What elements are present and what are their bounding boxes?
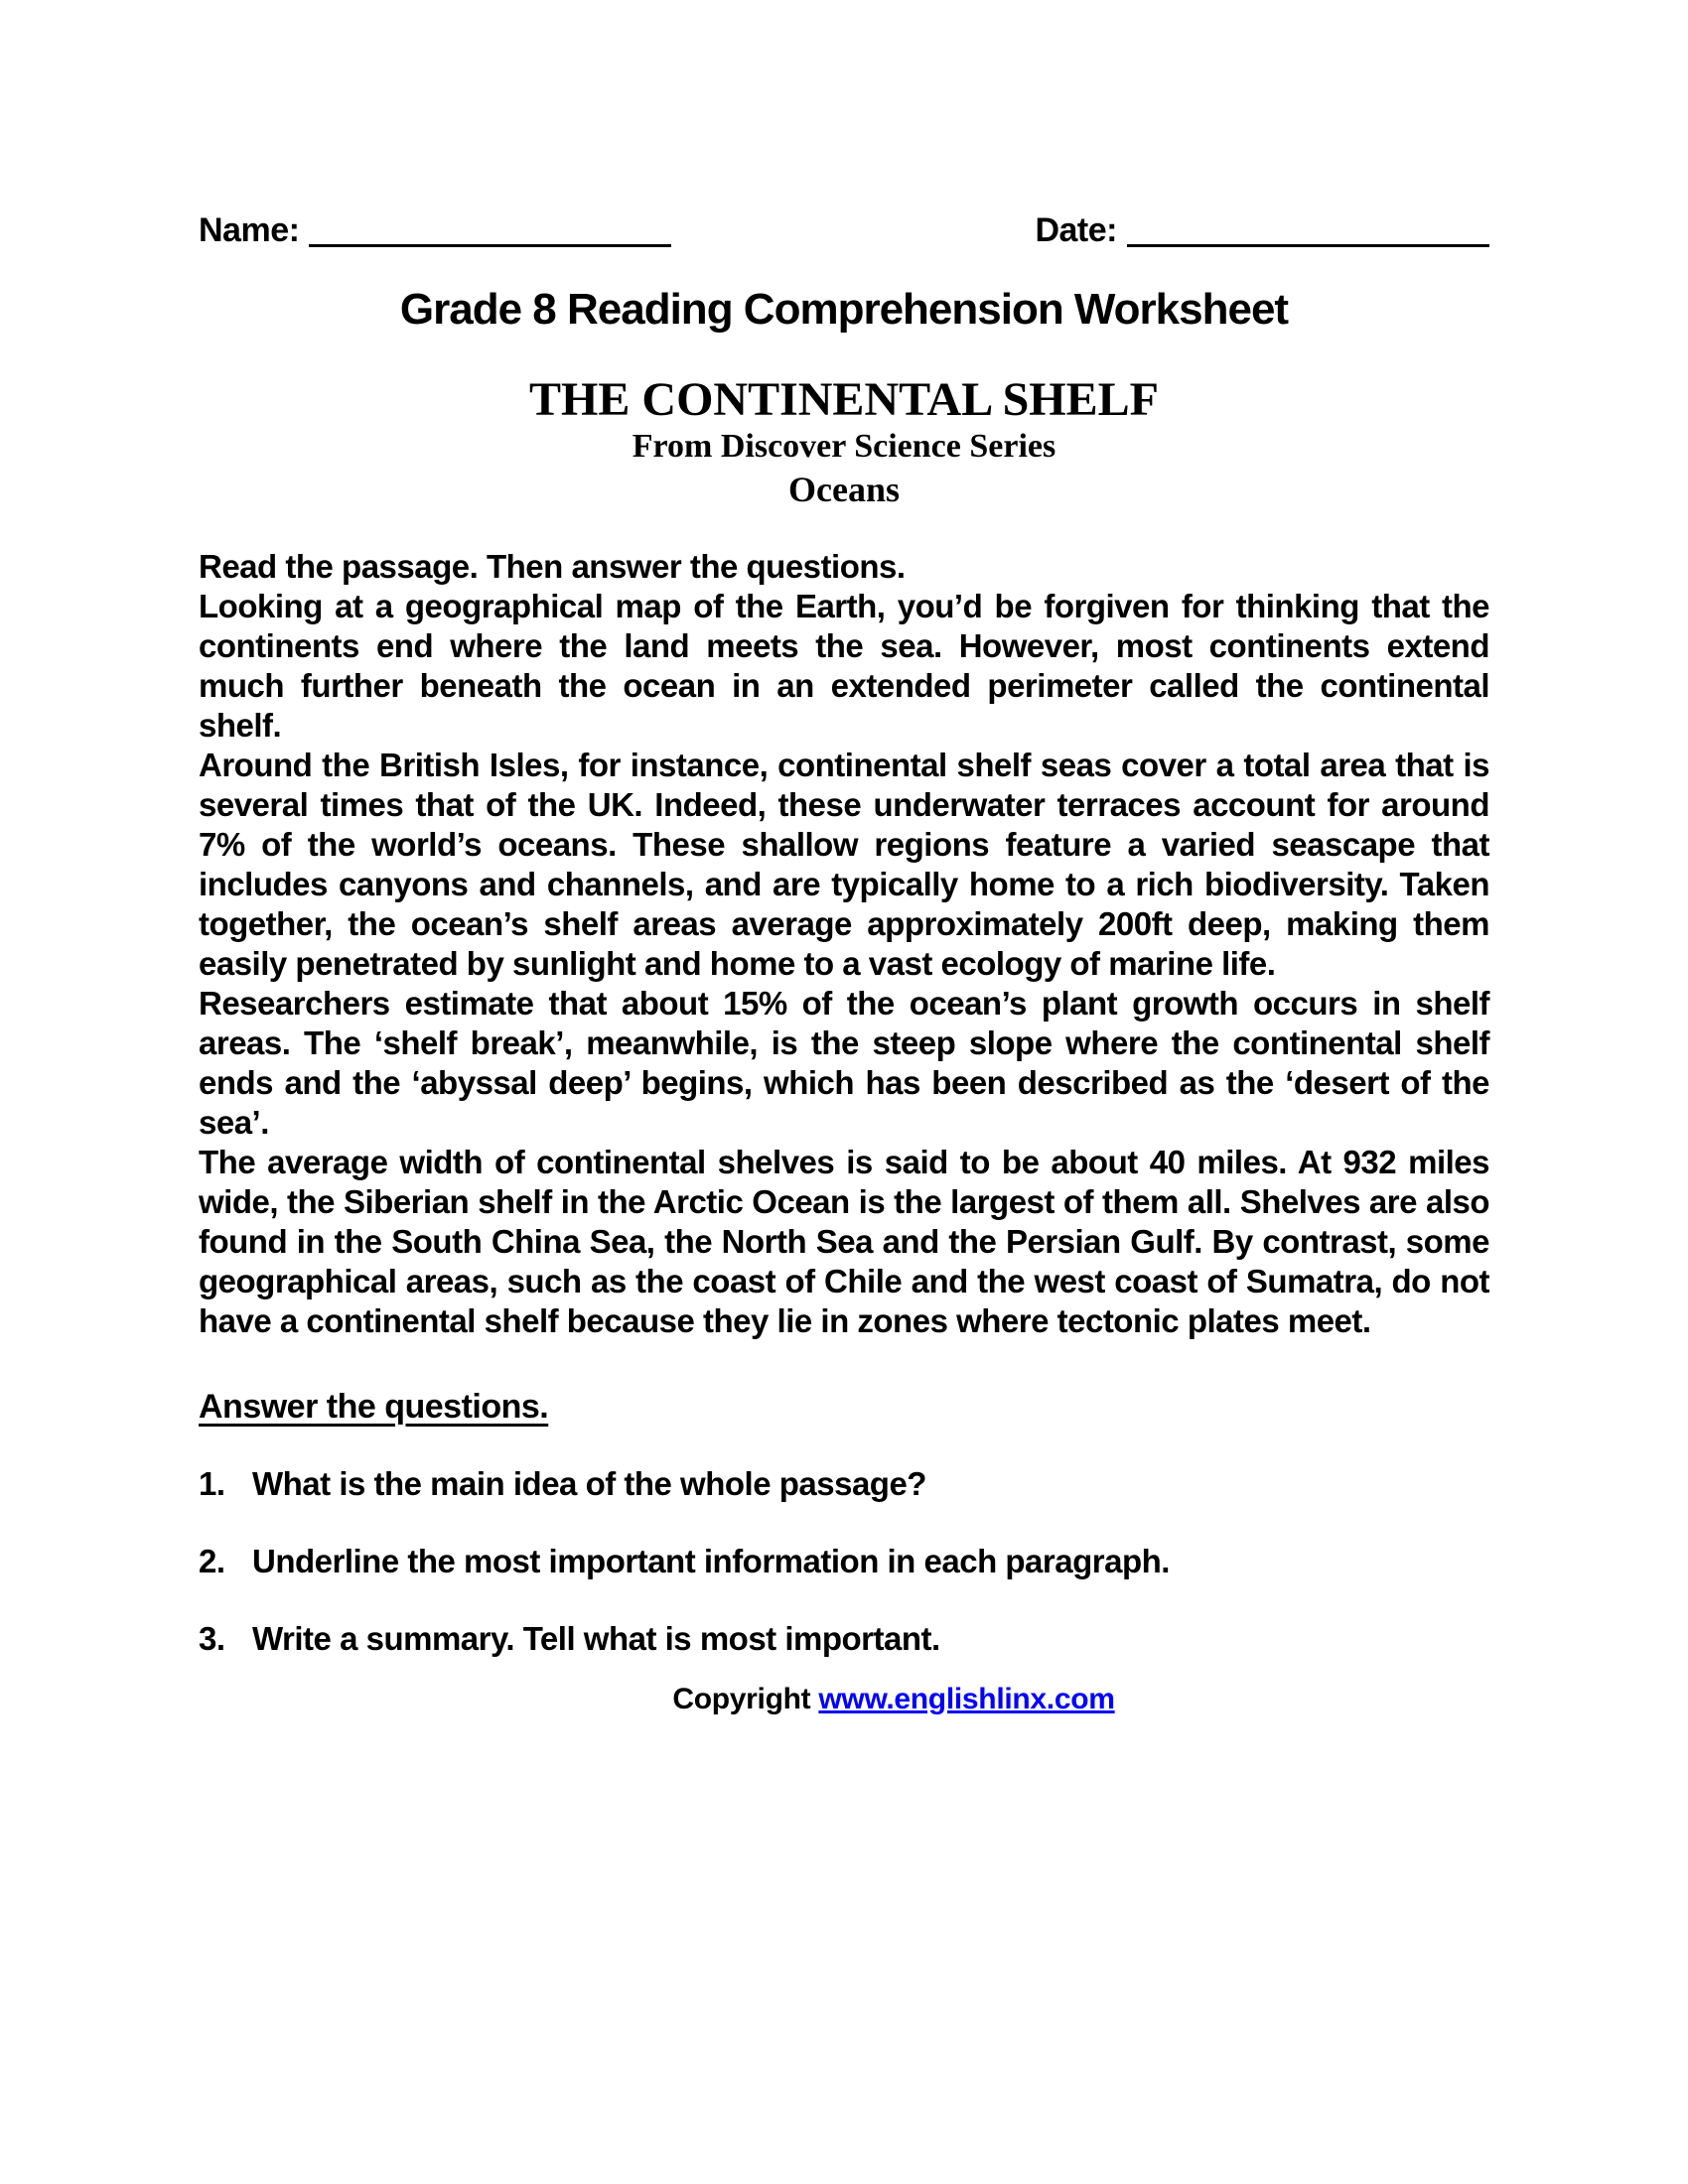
passage-paragraph-1: Looking at a geographical map of the Earth, you’d be forgiven for thinking that the continents end where the land meets the sea. However, most continents extend much further beneath the ocean in an extended perimeter called the continental shelf. [199, 588, 1489, 744]
question-number: 2. [199, 1543, 225, 1579]
question-number: 3. [199, 1620, 225, 1657]
question-text: What is the main idea of the whole passage? [252, 1465, 926, 1502]
question-item-3 [199, 1619, 1489, 1659]
question-item-2 [199, 1542, 1489, 1581]
passage-body [199, 547, 1489, 1659]
question-number: 1. [199, 1465, 225, 1502]
passage-source: From Discover Science Series [632, 428, 1056, 465]
question-item-1 [199, 1464, 1489, 1504]
copyright-link[interactable]: www.englishlinx.com [818, 1683, 1115, 1715]
question-text: Underline the most important information in each paragraph. [252, 1543, 1170, 1579]
passage-paragraph-4: The average width of continental shelves is said to be about 40 miles. At 932 miles wide, the Siberian shelf in the Arctic Ocean is the largest of them all. Shelves are also found in the South China Sea, the North Sea and the Persian Gulf. By contrast, some geographical areas, such as the coast of Chile and the west coast of Sumatra, do not have a continental shelf because they lie in zones where tectonic plates meet. [199, 1144, 1489, 1339]
passage-instructions: Read the passage. Then answer the questions. [199, 548, 906, 585]
date-label: Date: [1035, 211, 1117, 249]
question-text: Write a summary. Tell what is most important. [252, 1620, 940, 1657]
name-blank-line[interactable] [309, 240, 671, 247]
copyright-label: Copyright [672, 1683, 811, 1715]
date-blank-line[interactable] [1127, 240, 1489, 247]
name-field [199, 211, 671, 250]
name-date-row [199, 0, 1489, 250]
passage-paragraph-3: Researchers estimate that about 15% of the ocean’s plant growth occurs in shelf areas. The ‘shelf break’, meanwhile, is the steep slope where the continental shelf ends and the ‘abyssal deep’ begins, which has been described as the ‘desert of the sea’. [199, 985, 1489, 1141]
worksheet-title: Grade 8 Reading Comprehension Worksheet [399, 285, 1289, 334]
questions-heading: Answer the questions. [199, 1388, 549, 1426]
passage-title: THE CONTINENTAL SHELF [529, 373, 1159, 426]
passage-paragraph-2: Around the British Isles, for instance, continental shelf seas cover a total area that is several times that of the UK. Indeed, these underwater terraces account for around 7% of the world’s oceans. These shallow regions feature a varied seascape that includes canyons and channels, and are typically home to a rich biodiversity. Taken together, the ocean’s shelf areas average approximately 200ft deep, making them easily penetrated by sunlight and home to a vast ecology of marine life. [199, 747, 1489, 982]
date-field [1035, 211, 1489, 250]
passage-topic: Oceans [788, 470, 900, 509]
name-label: Name: [199, 211, 300, 249]
copyright-line [0, 1683, 1688, 1716]
